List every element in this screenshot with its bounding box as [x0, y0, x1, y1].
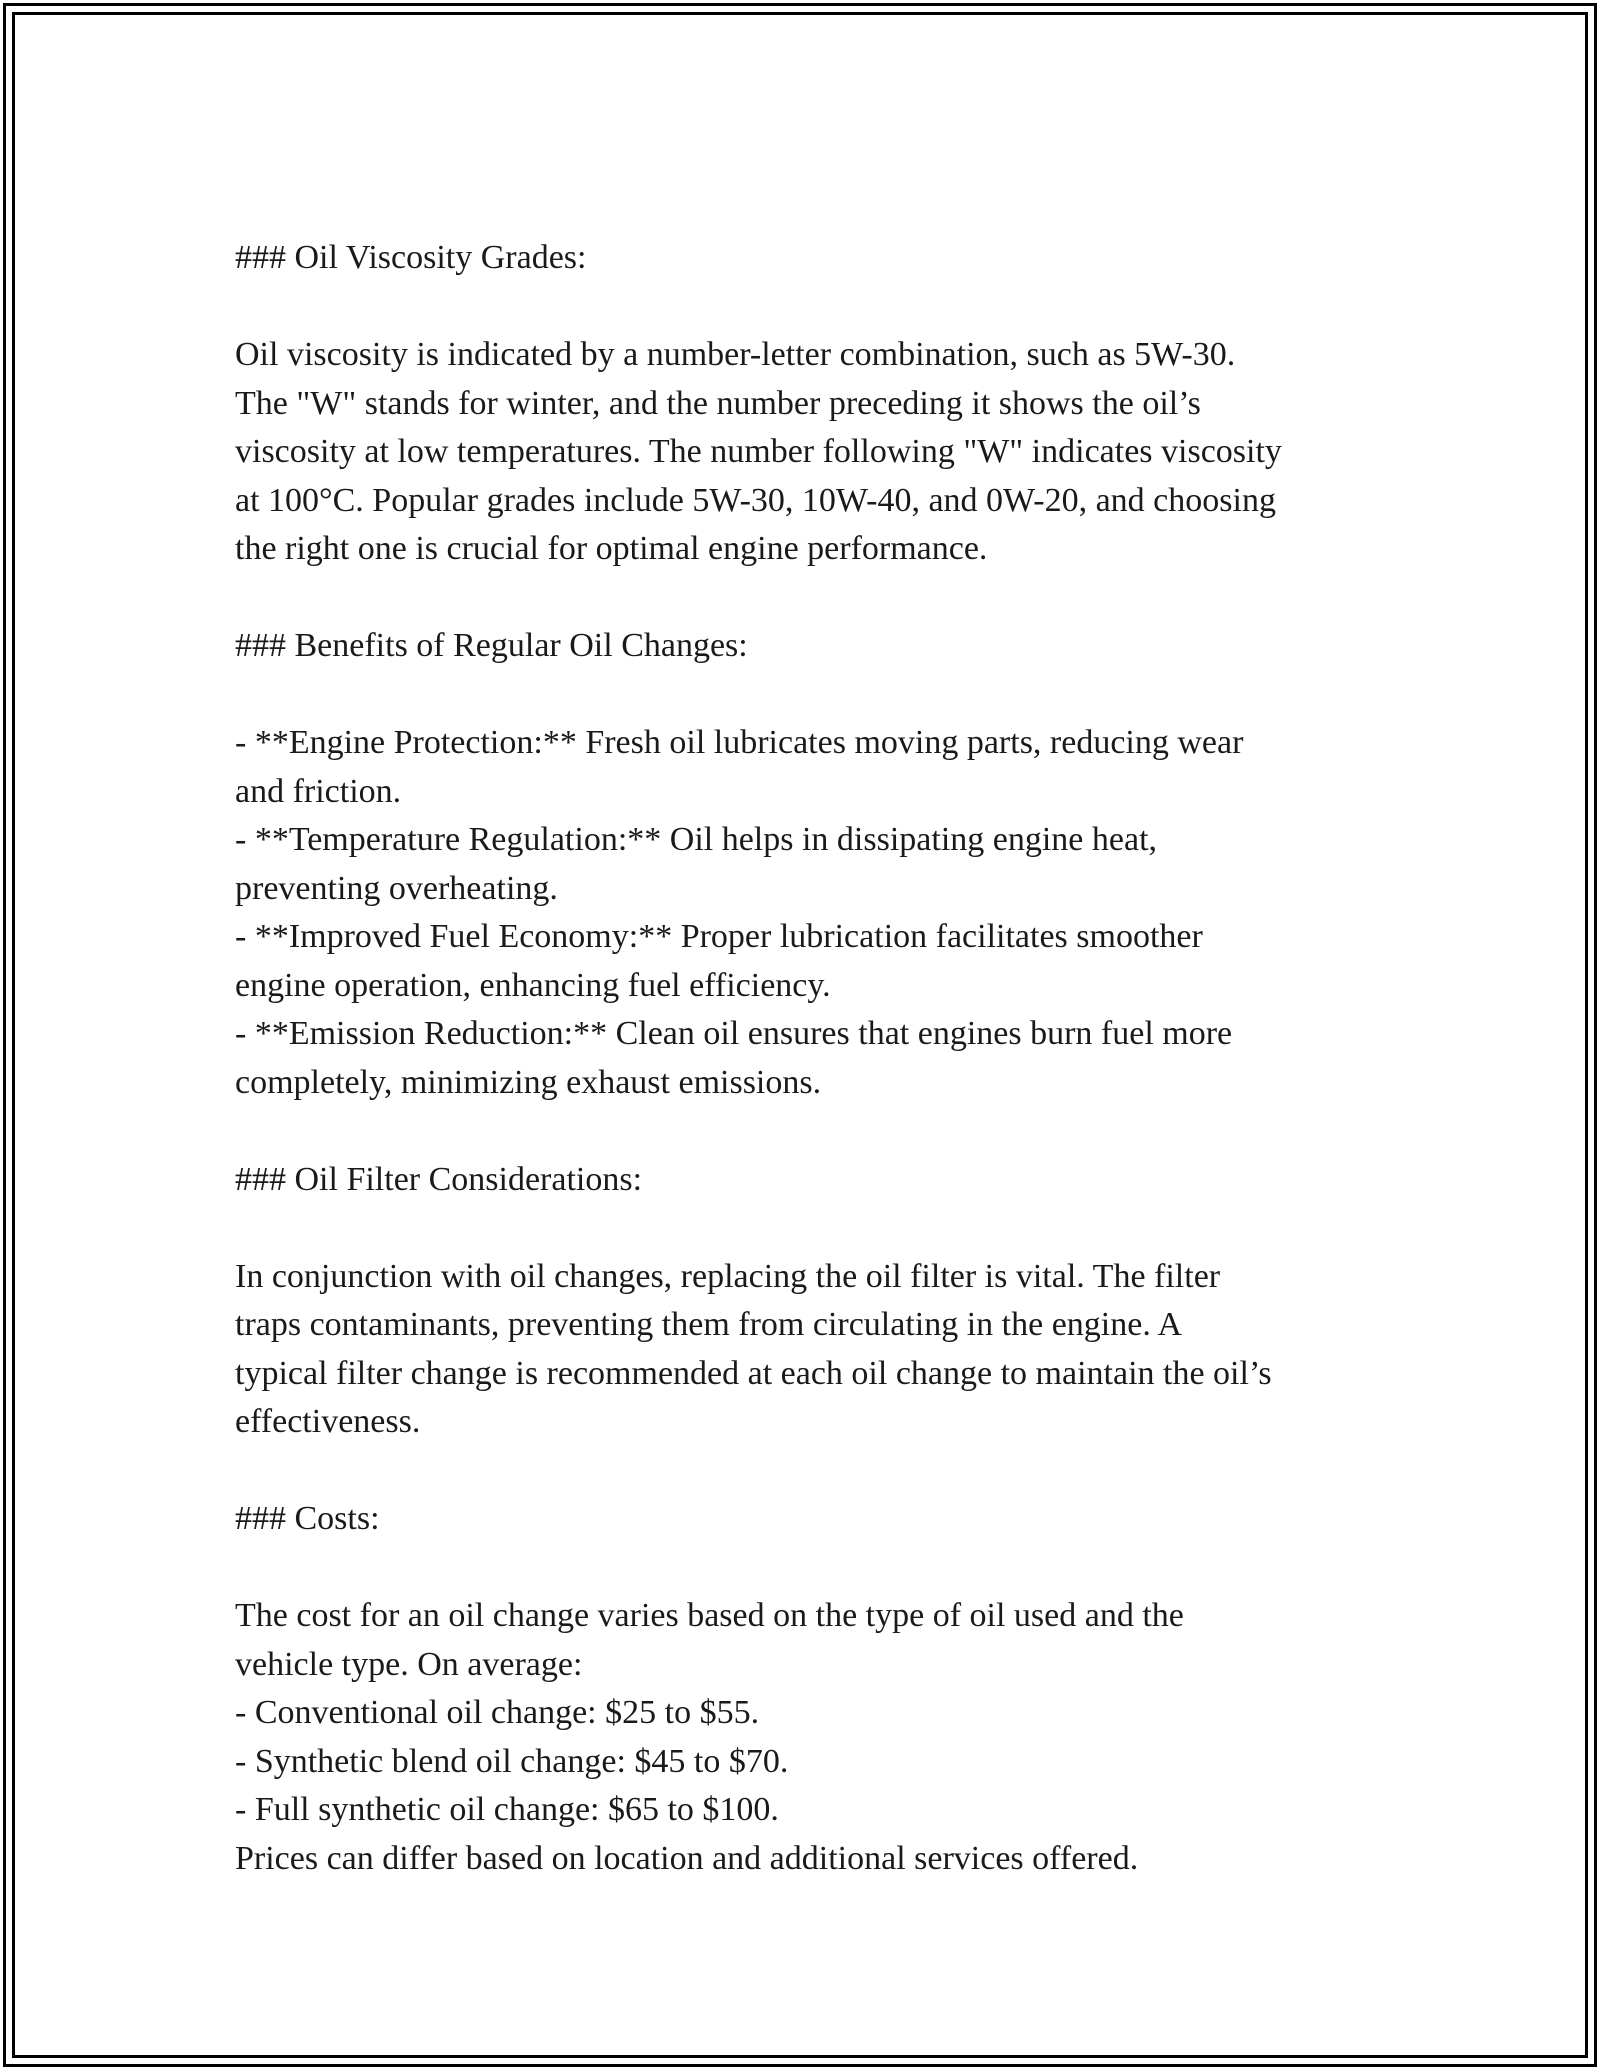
paragraph-line: Oil viscosity is indicated by a number-letter combination, such as 5W-30.: [235, 336, 1236, 373]
list-item-line: - Synthetic blend oil change: $45 to $70.: [235, 1742, 789, 1780]
list-item-line: completely, minimizing exhaust emissions.: [235, 1063, 822, 1101]
paragraph-line: vehicle type. On average:: [235, 1645, 583, 1683]
spacer: [235, 1107, 1395, 1156]
section-heading-benefits: ### Benefits of Regular Oil Changes:: [235, 627, 748, 664]
list-item-line: - **Engine Protection:** Fresh oil lubricates moving parts, reducing wear: [235, 724, 1244, 761]
paragraph-line: viscosity at low temperatures. The number following "W" indicates viscosity: [235, 433, 1282, 470]
list-item-line: preventing overheating.: [235, 869, 558, 907]
paragraph-line: at 100°C. Popular grades include 5W-30, 10W-40, and 0W-20, and choosing: [235, 481, 1276, 519]
list-item-line: engine operation, enhancing fuel efficiency.: [235, 966, 831, 1004]
paragraph-line: the right one is crucial for optimal engine performance.: [235, 530, 988, 567]
paragraph-line: Prices can differ based on location and additional services offered.: [235, 1839, 1139, 1877]
spacer: [235, 1544, 1395, 1593]
list-item-line: - **Temperature Regulation:** Oil helps in dissipating engine heat,: [235, 821, 1158, 858]
list-item-line: - **Improved Fuel Economy:** Proper lubrication facilitates smoother: [235, 918, 1203, 955]
spacer: [235, 1204, 1395, 1253]
spacer: [235, 283, 1395, 332]
paragraph-line: In conjunction with oil changes, replacing the oil filter is vital. The filter: [235, 1257, 1221, 1295]
paragraph-line: typical filter change is recommended at each oil change to maintain the oil’s: [235, 1354, 1272, 1392]
paragraph-line: traps contaminants, preventing them from circulating in the engine. A: [235, 1306, 1183, 1343]
paragraph-line: The cost for an oil change varies based on the type of oil used and the: [235, 1597, 1184, 1634]
section-heading-viscosity: ### Oil Viscosity Grades:: [235, 239, 587, 276]
list-item-line: - Conventional oil change: $25 to $55.: [235, 1694, 760, 1731]
paragraph-line: effectiveness.: [235, 1403, 421, 1440]
document-body: [235, 234, 1395, 1883]
paragraph-line: The "W" stands for winter, and the number preceding it shows the oil’s: [235, 384, 1201, 422]
spacer: [235, 1447, 1395, 1496]
list-item-line: - **Emission Reduction:** Clean oil ensures that engines burn fuel more: [235, 1015, 1233, 1052]
spacer: [235, 671, 1395, 720]
section-heading-costs: ### Costs:: [235, 1500, 380, 1537]
spacer: [235, 574, 1395, 623]
list-item-line: - Full synthetic oil change: $65 to $100.: [235, 1791, 779, 1828]
section-heading-filter: ### Oil Filter Considerations:: [235, 1160, 643, 1198]
list-item-line: and friction.: [235, 772, 402, 810]
